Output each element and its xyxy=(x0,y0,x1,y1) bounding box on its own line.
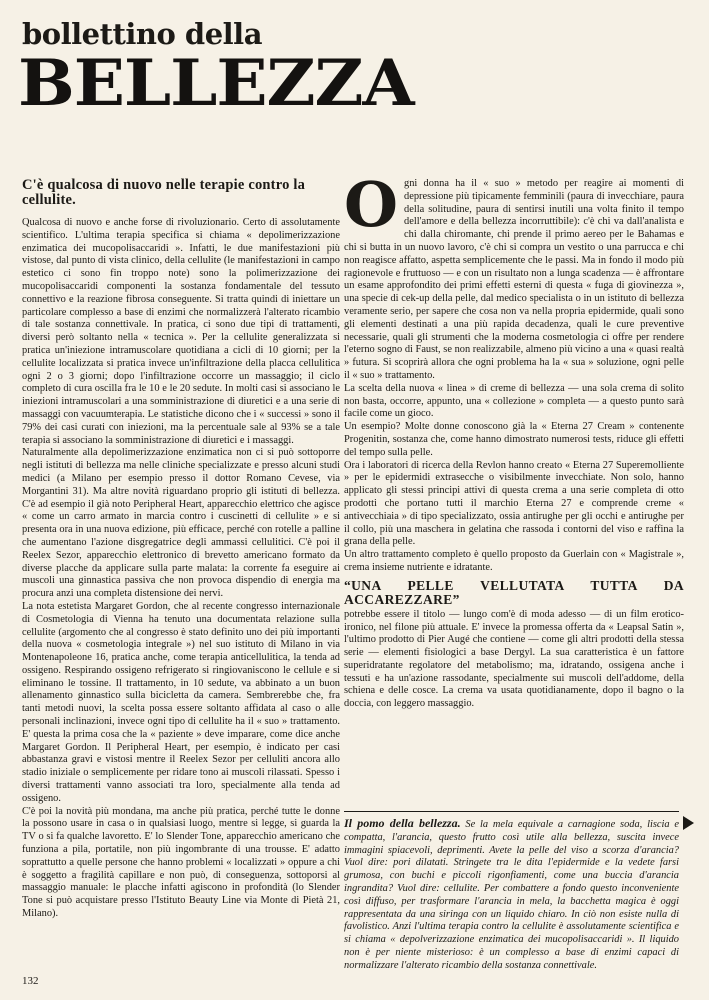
page-number: 132 xyxy=(22,975,39,987)
article-paragraph: Qualcosa di nuovo e anche forse di rivoluzionario. Certo di assolutamente scientifico. L'ultima terapia specifica si chiama « depolimerizzazione enzimatica dei mucopolisaccaridi ». Infatti, le due manifestazioni più vistose, dal punto di vista clinico, della cellulite (le manifestazioni in campo estetico ci sono fin troppo note) sono la polimerizzazione dei mucopolisaccaridi componenti la sostanza fondamentale del tessuto connettivo e la reazione fibrosa conseguente. Si tratta quindi di iniettare un particolare complesso a base di enzimi che normalizzerà l'alterato ricambio di tale sostanza connettivale. In pratica, ci sono due tipi di trattamenti, diversi però soltanto nella « tecnica ». Per la cellulite generalizzata si pratica un'iniezione intramuscolare quotidiana a cicli di 10 giorni; per la cellulite localizzata si pratica invece un'infiltrazione della placca cellulitica ogni 2 o 3 giorni; dopo l'infiltrazione occorre un massaggio; il ciclo completo di cura oscilla fra le 10 e le 20 sedute. In molti casi si associano le iniezioni intramuscolari a una somministrazione di diuretici e a una serie di massaggi con vacuumterapia. Le statistiche dicono che i « successi » sono il 79% dei casi curati con iniezioni, ma la percentuale sale al 93% se a tale terapia si associano la somministrazione di diuretici e i massaggi. xyxy=(22,217,340,446)
box-text: Se la mela equivale a carnagione soda, liscia e compatta, l'arancia, questo frutto così utile alla bellezza, suscita invece immagini spiacevoli, deprimenti. Avete la pelle del viso a scorza d'arancia? Vuol dire: pori dilatati. Stringete tra le dita l'epidermide e la vedete farsi grumosa, con buchi e piccoli rigonfiamenti, come una buccia d'arancia ingrandita? Vuol dire: cellulite. Per combattere a fondo questo inconveniente così diffuso, per trasformare l'arancia in mela, la bacchetta magica è oggi rappresentata da una siringa con un liquido chiaro. In ciò non esiste nulla di favolistico. Anzi l'ultima terapia contro la cellulite è assolutamente scientifica e si chiama « depolverizzazione enzimatica dei mucopolisaccaridi ». Il liquido non è per niente misterioso: è un complesso a base di enzimi capaci di normalizzare l'alterato ricambio della sostanza connettivale. xyxy=(344,819,679,971)
sidebar-box xyxy=(344,811,679,973)
drop-cap: O xyxy=(344,168,399,241)
article-paragraph: Ora i laboratori di ricerca della Revlon hanno creato « Eterna 27 Superemolliente » per le epidermidi extrasecche o visibilmente invecchiate. Non solo, hanno applicato gli stessi principi attivi di questa crema a una serie completa di otto prodotti che portano tutti il marchio Eterna 27 e comprende creme « antivecchiaia » di tipo specializzato, ossia antirughe per gli occhi e antirughe per il collo, più una maschera in gelatina che rassoda i contorni del viso e raffina la grana della pelle. xyxy=(344,459,684,548)
article-paragraph: La scelta della nuova « linea » di creme di bellezza — una sola crema di solito non basta, occorre, appunto, una « collezione » completa — a questo punto sarà facile come un gioco. xyxy=(344,382,684,420)
article-paragraph: Naturalmente alla depolimerizzazione enzimatica non ci si può sottoporre negli istituti di bellezza ma nelle cliniche specializzate e presso alcuni studi medici (a Milano per esempio presso il dottor Romano Cevese, via Morgantini 31). Ma altre novità riguardano proprio gli istituti di bellezza. C'è ad esempio il già noto Peripheral Heart, apparecchio elettrico che agisce « come un carro armato in marcia contro i cuscinetti di cellulite » e si presenta ora in una nuova edizione, più efficace, perché con rotelle a palline che aumentano l'azione disgregatrice degli ammassi cellulitici. C'è poi il Reelex Sezor, apparecchio elettronico di brevetto americano formato da diverse placche da applicare sulla parte malata: la corrente fa eseguire ai muscoli una ginnastica passiva che non provoca dispendio di energia ma procura anzi una completa distensione dei nervi. xyxy=(22,447,340,600)
article-paragraph: gni donna ha il « suo » metodo per reagire ai momenti di depressione più tipicamente femminili (paura di invecchiare, paura della solitudine, paura di sentirsi inutili una volta finito il tempo dell'amore e della bellezza incorruttibile): c'è chi va dall'analista e chi dalla chiromante, chi prende il primo aereo per le Bahamas e chi si butta in un nuovo lavoro, c'è chi si compra un vestito o una parrucca e chi non reagisce affatto, aspetta semplicemente che le passi. Ma in fondo il modo più ragionevole e fruttuoso — e con un risultato non a lunga scadenza — è affrontare un esame approfondito dei primi effetti esterni di questa « fuga di giovinezza », una specie di cek-up della pelle, dal medico specialista o in un istituto di bellezza veramente serio, per sapere che cosa non va nella propria epidermide, quali sono gli elementi destinati a una più rapida decadenza, quali le cure preventive necessarie, quali gli strumenti che la moderna cosmetologia ci offre per rendere l'eterno sogno di Faust, se non realizzabile, almeno più vicino a una « quasi realtà » futura. Si scoprirà allora che ogni problema ha la « sua » soluzione, ogni pelle il « suo » trattamento. xyxy=(344,178,684,381)
article-paragraph: Un esempio? Molte donne conoscono già la « Eterna 27 Cream » contenente Progenitin, sostanza che, come hanno dimostrato numerosi tests, riduce gli effetti del tempo sulla pelle. xyxy=(344,421,684,458)
left-column xyxy=(22,178,340,921)
arrow-right-icon xyxy=(683,816,694,830)
article-paragraph: potrebbe essere il titolo — lungo com'è di moda adesso — di un film erotico-ironico, nel filone più attuale. E' invece la promessa offerta da « Leapsal Satin », l'ultimo prodotto di Pier Augé che contiene — come gli altri prodotti della stessa serie — elementi fisiologici a base Dergyl. La sua caratteristica è un fattore superidratante regolatore del metabolismo; ma, idratando, ossigena anche i tessuti e ha un'azione rassodante, specialmente sui muscoli dell'addome, della schiena e delle cosce. La crema va usata quotidianamente, dopo il bagno o la doccia, con leggero massaggio. xyxy=(344,608,684,710)
right-column xyxy=(344,168,684,711)
article-paragraph: Un altro trattamento completo è quello proposto da Guerlain con « Magistrale », crema insieme nutriente e idratante. xyxy=(344,549,684,573)
article-paragraph: C'è poi la novità più mondana, ma anche più pratica, perché tutte le donne la possono usare in casa o in qualsiasi luogo, mentre si legge, si guarda la TV o si fa qualche lavoretto. E' lo Slender Tone, apparecchio americano che funziona a pila, portatile, non più ingombrante di una trousse. E' adatto soprattutto a quelle persone che hanno problemi « localizzati » oppure a chi è soggetto a fragilità capillare e non può, di conseguenza, sottoporsi al massaggio manuale: le placche infatti agiscono in profondità (lo Slender Tone si può acquistare presso l'Istituto Beauty Line via Monte di Pietà 21, Milano). xyxy=(22,805,340,920)
article-subheadline: “UNA PELLE VELLUTATA TUTTA DA ACCAREZZARE” xyxy=(344,577,684,607)
masthead-title: BELLEZZA xyxy=(18,46,414,121)
article-paragraph: La nota estetista Margaret Gordon, che al recente congresso internazionale di Cosmetologia di Vienna ha tenuto una documentata relazione sulla cellulite (argomento che al congresso è stato definito uno dei più importanti della nuova « cosmetologia integrale ») nel suo istituto di Milano in via Montenapoleone 16, pratica anche, come terapia anticellulitica, la tenda ad ossigeno. Respirando ossigeno refrigerato si ringiovaniscono le cellule e si eliminano le tossine. Il trattamento, in 10 sedute, va abbinato a un buon allenamento ginnastico sulla bicicletta da camera. Sembrerebbe che, fra tanti metodi nuovi, la scelta possa essere soltanto affidata al caso o alle personali inclinazioni, invece ogni tipo di cellulite ha il « suo » trattamento. E' questa la prima cosa che la « paziente » deve imparare, come dice anche Margaret Gordon. Il Peripheral Heart, per esempio, è indicato per casi abbastanza gravi e vistosi mentre il Reelex Sezor per celluliti ancora allo stadio iniziale o semplicemente per ridare tono ai muscoli rilassati. Spesso i diversi trattamenti vanno associati tra loro, specialmente alla tenda ad ossigeno. xyxy=(22,600,340,804)
article-headline: C'è qualcosa di nuovo nelle terapie contro la cellulite. xyxy=(22,177,306,208)
box-title: Il pomo della bellezza. xyxy=(344,816,461,830)
masthead-subtitle: bollettino della xyxy=(22,17,262,51)
